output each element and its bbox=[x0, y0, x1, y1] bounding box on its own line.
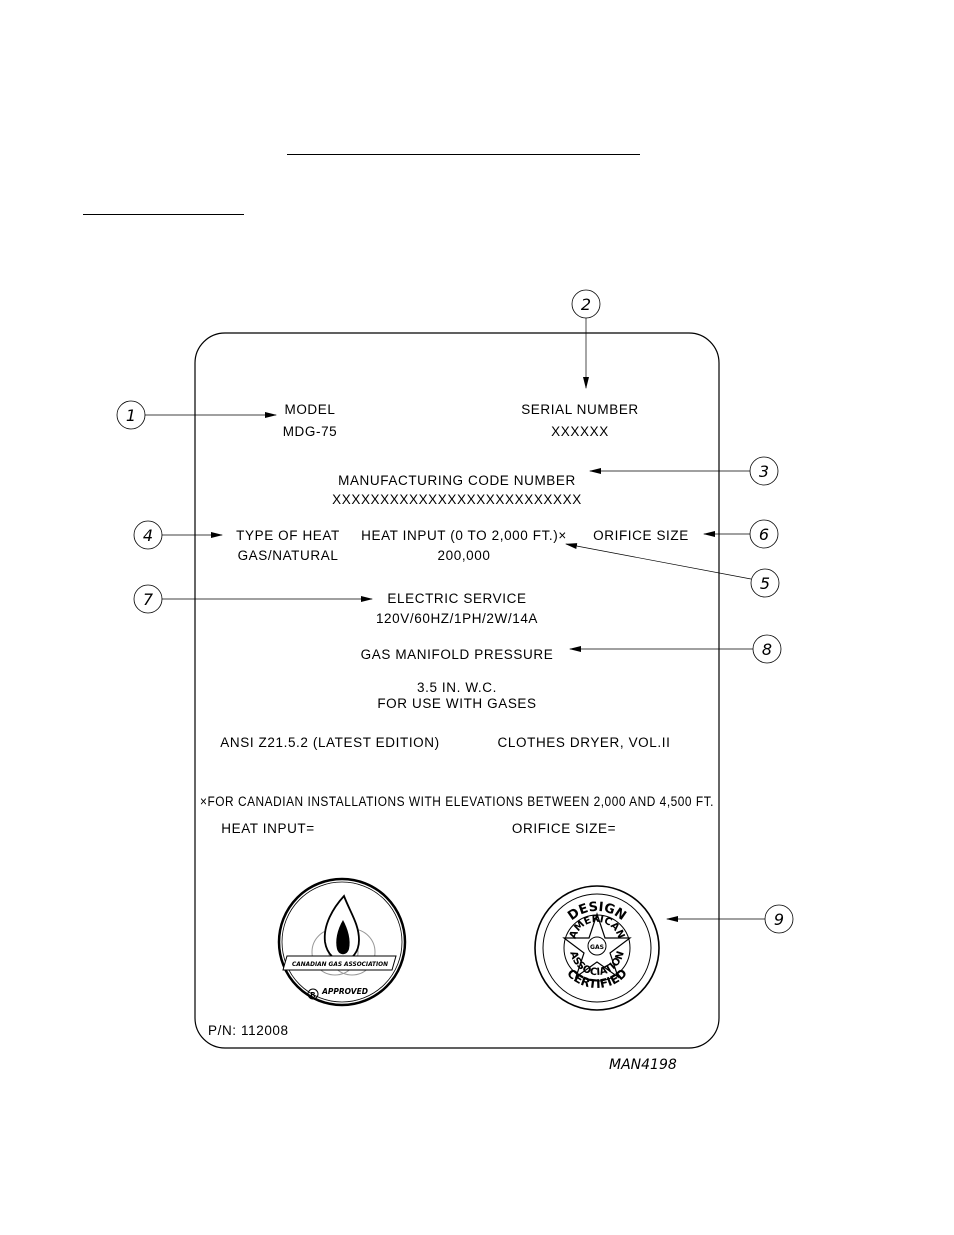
cga-name-text: CANADIAN GAS ASSOCIATION bbox=[292, 961, 389, 968]
serial-number-label: SERIAL NUMBER bbox=[521, 402, 639, 417]
callout-1-number: 1 bbox=[125, 406, 137, 425]
aga-design-certified-seal bbox=[535, 886, 659, 1010]
heat-input-value: 200,000 bbox=[437, 548, 491, 563]
ansi-standard-label: ANSI Z21.5.2 (LATEST EDITION) bbox=[220, 735, 440, 750]
registered-mark-text: R bbox=[310, 991, 316, 999]
aga-center-text: GAS bbox=[590, 944, 604, 951]
clothes-dryer-label: CLOTHES DRYER, VOL.II bbox=[497, 735, 671, 750]
model-value: MDG-75 bbox=[282, 424, 338, 439]
gases-label: FOR USE WITH GASES bbox=[377, 696, 537, 711]
callout-8-number: 8 bbox=[761, 640, 773, 659]
heat-input-label: HEAT INPUT (0 TO 2,000 FT.)× bbox=[361, 528, 567, 543]
part-number: P/N: 112008 bbox=[208, 1023, 289, 1038]
aga-certified-text: CERTIFIED bbox=[564, 966, 630, 992]
aga-association-text: ASSOCIATION bbox=[567, 949, 627, 979]
callout-4-number: 4 bbox=[142, 526, 154, 545]
canadian-heat-input: HEAT INPUT= bbox=[221, 821, 315, 836]
heat-type-label: TYPE OF HEAT bbox=[236, 528, 340, 543]
canadian-installation-note: ×FOR CANADIAN INSTALLATIONS WITH ELEVATIONS BETWEEN 2,000 AND 4,500 FT. bbox=[200, 794, 714, 809]
manufacturing-code-label: MANUFACTURING CODE NUMBER bbox=[338, 473, 576, 488]
electric-service-label: ELECTRIC SERVICE bbox=[387, 591, 527, 606]
callout-7-number: 7 bbox=[142, 590, 154, 609]
electric-service-value: 120V/60HZ/1PH/2W/14A bbox=[375, 611, 539, 626]
canadian-orifice-size: ORIFICE SIZE= bbox=[511, 821, 617, 836]
orifice-size-label: ORIFICE SIZE bbox=[593, 528, 689, 543]
callout-5-number: 5 bbox=[759, 574, 771, 593]
model-label: MODEL bbox=[284, 402, 336, 417]
aga-american-text: AMERICAN bbox=[567, 913, 627, 941]
gas-manifold-pressure-value: 3.5 IN. W.C. bbox=[417, 680, 497, 695]
cga-approved-logo bbox=[279, 879, 405, 1005]
drawing-number: MAN4198 bbox=[609, 1057, 677, 1073]
callout-3-number: 3 bbox=[758, 462, 770, 481]
callout-2-number: 2 bbox=[580, 295, 592, 314]
aga-design-text: DESIGN bbox=[565, 899, 629, 924]
manufacturing-code-value: XXXXXXXXXXXXXXXXXXXXXXXXXX bbox=[332, 492, 582, 507]
serial-number-value: XXXXXX bbox=[551, 424, 609, 439]
callout-6-number: 6 bbox=[758, 525, 770, 544]
cga-approved-text: APPROVED bbox=[322, 987, 368, 996]
gas-manifold-pressure-label: GAS MANIFOLD PRESSURE bbox=[360, 647, 554, 662]
callout-9-number: 9 bbox=[773, 910, 785, 929]
heat-type-value: GAS/NATURAL bbox=[237, 548, 339, 563]
callout-5-leader bbox=[566, 544, 751, 579]
